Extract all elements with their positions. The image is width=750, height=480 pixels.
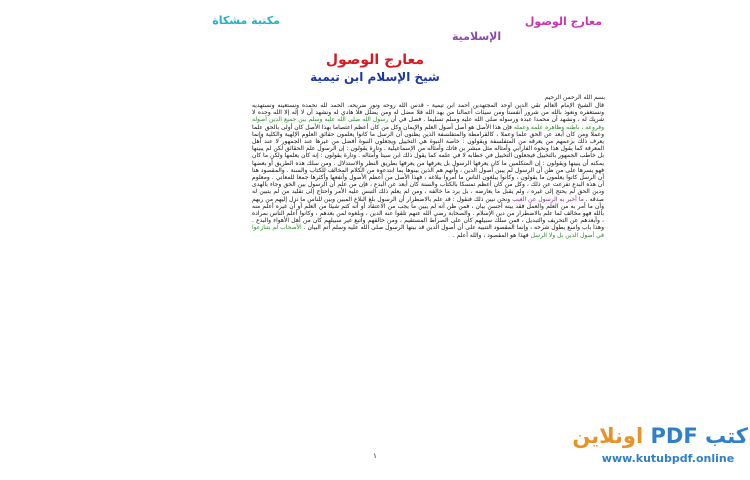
body-highlight-2: ما أخبر به الرسول عن الغيب: [512, 195, 584, 203]
header-book-title: معارج الوصول: [524, 15, 602, 28]
watermark-brand-part2: اونلاين: [572, 424, 644, 448]
body-paragraph-3: فهذا هو المقصود ، والله أعلم .: [452, 231, 529, 239]
bismillah-line: بسم الله الرحمن الرحيم: [544, 94, 605, 101]
watermark-logo: [572, 424, 748, 448]
body-paragraph-1: فإن هذا الأصل هو أصل أصول العلم والإيمان وكل من كان أعظم اعتصاما بهذا الأصل كان أولى بالحق علما وعملا ومن كان أبعد عن الحق علما وعملا ، كالقرامطة والمتفلسفة الذين يظنون أن الرسل ما كانوا يعلمون حقائق العلوم الإلهية والكلية وإنما يعرف ذلك بزعمهم من يعرفه من المتفلسفة ويقولون : خاصة النبوة هي التخييل ويجعلون النبوة أفضل من غيرها عند الجمهور لا عند أهل المعرفة كما يقول هذا ونحوه الفارابي وأمثاله مثل مبشر بن فاتك وأمثاله من الإسماعيلية . وتارة يقولون : إن الرسول علم الحقائق لكن لم يبينها بل خاطب الجمهور بالتخييل فيجعلون التخييل في خطابه لا في علمه كما يقول ذلك ابن سينا وأمثاله . وتارة يقولون : إنه كان يعلمها ولكن ما كان يمكنه أن يبينها ويقولون : إن المتكلمين ما كان يعرفها الرسول بل يعرفها من يعرفها بطريق النظر والاستدلال . ومن سلك هذه الطريق أو بعضها فهو يسرها على من ظن أن الرسول لم يبين أصول الدين ، وأنهم هم الذين بينوها بما ابتدعوه من الكلام المخالف للكتاب والسنة . والمقصود هنا أن الرسل كانوا يعلمون ما يقولون ، وكانوا يبلغون الناس ما أمروا ببلاغه ، فهذا الأصل من أعظم الأصول وأنفعها وأكثرها جمعا للمعاني . ومعلوم أن هذه البدع تفرعت عن ذلك ، وكل من كان أعظم تمسكا بالكتاب والسنة كان أبعد عن البدع ، فإن من علم أن الرسول بين الحق وجاء بالهدى ودين الحق لم يحتج إلى غيره ، ولم يقبل ما يعارضه ، بل يرد ما خالفه ، ومن لم يعلم ذلك التبس عليه الأمر واحتاج إلى تقليد من لم يتبين له صدقه .: [252, 123, 604, 203]
book-author: شيخ الإسلام ابن تيمية: [310, 70, 440, 84]
page-number: ١: [373, 452, 377, 460]
header-library-name: مكتبة مشكاة: [212, 14, 280, 27]
body-paragraph-2: ونحن نبين ذلك فنقول : قد علم بالاضطرار أن الرسول بلغ البلاغ المبين وبين للناس ما نزل إليهم من ربهم وأن ما أمر به من العلم والعمل فقد بينه أحسن بيان ، فمن ظن أنه لم يبين ما يجب من الاعتقاد أو أنه كتم شيئا من العلم أو أن غيره أعلم منه بالله فهو مخالف لما علم بالاضطرار من دين الإسلام . والصحابة رضي الله عنهم تلقوا عنه الدين ، وبلغوه لمن بعدهم ، وكانوا أعلم الناس بمراده ، وأبعدهم عن التحريف والتبديل ، فمن سلك سبيلهم كان على الصراط المستقيم ، ومن خالفهم واتبع غير سبيلهم كان من أهل الأهواء والبدع . وهذا باب واسع يطول شرحه ، وإنما المقصود التنبيه على أن أصول الدين قد بينها الرسول صلى الله عليه وسلم أتم البيان .: [252, 195, 604, 232]
book-title: معارج الوصول: [325, 52, 425, 68]
watermark-brand-part1: كتب PDF: [650, 424, 748, 448]
body-lead: قال الشيخ الإمام العالم تقي الدين أوحد المجتهدين أحمد ابن تيمية - قدس الله روحه ونور ضريحه. الحمد لله نحمده ونستعينه ونستهديه ونستغفره ونعوذ بالله من شرور أنفسنا ومن سيئات أعمالنا من يهد الله فلا مضل له ومن يضلل فلا هادي له ونشهد أن لا إله إلا الله وحده لا شريك له ، ونشهد أن محمدا عبده ورسوله صلى الله عليه وسلم تسليما . فصل في أن: [252, 102, 604, 124]
body-text: [252, 102, 604, 448]
body-highlight-1: رسول الله صلى الله عليه وسلم بين جميع الدين أصوله وفروعه ، باطنه وظاهره علمه وعمله: [252, 116, 604, 131]
watermark-url: www.kutubpdf.online: [601, 452, 735, 465]
header-book-title-line2: الإسلامية: [452, 30, 502, 43]
body-highlight-3: الأصحاب لم يتنازعوا في أصول الدين بل ولا الرسل: [252, 224, 604, 239]
